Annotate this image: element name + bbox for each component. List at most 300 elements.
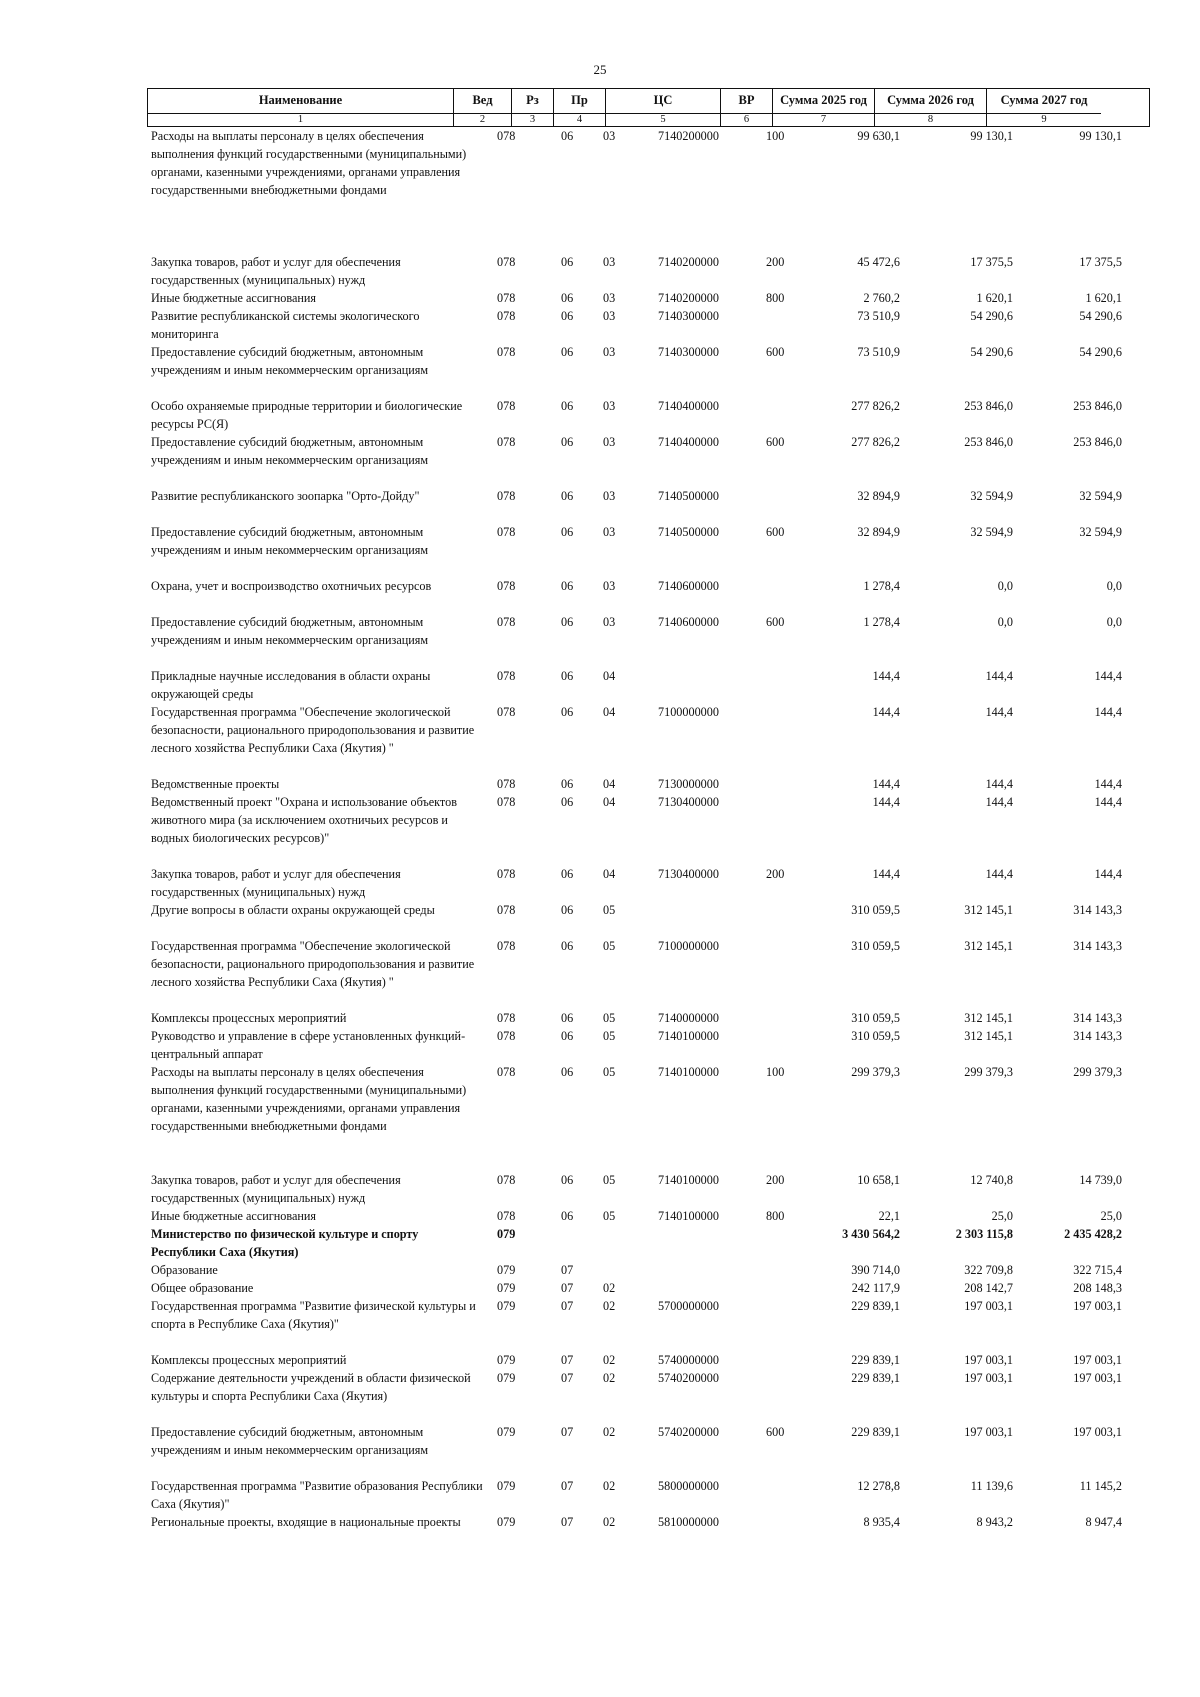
row-ved: 078 [497,525,516,539]
column-title: Сумма 2025 год [780,93,867,107]
row-rz: 06 [561,705,574,719]
row-cs: 7140100000 [658,1173,719,1187]
table-row [147,1423,1150,1477]
row-rz: 06 [561,939,574,953]
table-row [147,343,1150,397]
row-sum-2027: 32 594,9 [1079,525,1122,539]
table-row [147,1477,1150,1513]
row-cs: 7130400000 [658,867,719,881]
row-ved: 078 [497,435,516,449]
row-sum-2025: 32 894,9 [857,489,900,503]
row-name: Предоставление субсидий бюджетным, автономным учреждениям и иным некоммерческим организациям [151,525,429,557]
row-sum-2027: 8 947,4 [1085,1515,1122,1529]
table-row [147,937,1150,1009]
table-row [147,1279,1150,1297]
row-pr: 05 [603,939,616,953]
row-cs: 7140500000 [658,489,719,503]
row-sum-2027: 299 379,3 [1073,1065,1122,1079]
row-vr: 600 [766,1425,785,1439]
row-name: Министерство по физической культуре и спорту Республики Саха (Якутия) [151,1227,419,1259]
row-sum-2026: 32 594,9 [970,489,1013,503]
row-ved: 078 [497,867,516,881]
row-rz: 06 [561,345,574,359]
row-vr: 100 [766,129,785,143]
table-row [147,1027,1150,1063]
row-vr [750,775,802,793]
row-sum-2027: 99 130,1 [1079,129,1122,143]
row-sum-2025: 277 826,2 [851,435,900,449]
column-header [148,89,454,126]
row-sum-2025: 310 059,5 [851,1029,900,1043]
row-rz: 06 [561,525,574,539]
row-vr [750,937,802,1009]
row-cs: 7140100000 [658,1209,719,1223]
row-ved: 078 [497,579,516,593]
row-ved: 078 [497,903,516,917]
row-vr: 200 [766,867,785,881]
row-sum-2026: 144,4 [985,669,1013,683]
row-ved: 078 [497,1209,516,1223]
row-sum-2025: 73 510,9 [857,345,900,359]
row-sum-2027: 314 143,3 [1073,1011,1122,1025]
row-sum-2026: 12 740,8 [970,1173,1013,1187]
table-row [147,865,1150,901]
row-ved: 078 [497,1029,516,1043]
row-name: Государственная программа "Развитие образования Республики Саха (Якутия)" [151,1479,483,1511]
row-ved: 079 [497,1353,516,1367]
table-row [147,523,1150,577]
row-vr [750,1369,802,1423]
table-row [147,1009,1150,1027]
row-ved: 078 [497,345,516,359]
row-rz: 07 [561,1371,574,1385]
table-row [147,127,1150,253]
row-pr [583,1261,635,1279]
row-name: Иные бюджетные ассигнования [151,291,317,305]
row-sum-2025: 144,4 [872,867,900,881]
row-cs: 5810000000 [658,1515,719,1529]
column-header [987,89,1101,126]
row-vr: 600 [766,525,785,539]
table-header [147,88,1150,127]
row-ved: 078 [497,1173,516,1187]
row-cs [635,1225,750,1261]
table-row [147,253,1150,289]
row-sum-2026: 197 003,1 [964,1353,1013,1367]
row-sum-2025: 3 430 564,2 [842,1227,900,1241]
row-sum-2026: 2 303 115,8 [955,1227,1013,1241]
row-name: Предоставление субсидий бюджетным, автономным учреждениям и иным некоммерческим организациям [151,345,429,377]
row-rz: 06 [561,255,574,269]
row-pr: 03 [603,489,616,503]
table-row [147,793,1150,865]
row-sum-2026: 54 290,6 [970,309,1013,323]
row-ved: 079 [497,1299,516,1313]
row-sum-2026: 1 620,1 [976,291,1013,305]
table-row [147,775,1150,793]
row-sum-2026: 144,4 [985,867,1013,881]
row-name: Государственная программа "Развитие физической культуры и спорта в Республике Саха (Якутия)" [151,1299,476,1331]
row-sum-2026: 299 379,3 [964,1065,1013,1079]
row-name: Государственная программа "Обеспечение экологической безопасности, рационального природопользования и развитие лесного хозяйства Республики Саха (Якутия) " [151,705,475,755]
row-name: Государственная программа "Обеспечение экологической безопасности, рационального природопользования и развитие лесного хозяйства Республики Саха (Якутия) " [151,939,475,989]
row-cs: 7140000000 [658,1011,719,1025]
row-rz: 06 [561,1011,574,1025]
row-rz: 06 [561,795,574,809]
column-header [512,89,554,126]
row-vr [750,793,802,865]
row-sum-2027: 197 003,1 [1073,1371,1122,1385]
row-vr [750,1261,802,1279]
row-pr: 03 [603,129,616,143]
row-name: Иные бюджетные ассигнования [151,1209,317,1223]
row-sum-2027: 2 435 428,2 [1064,1227,1122,1241]
row-rz: 06 [561,129,574,143]
row-sum-2027: 322 715,4 [1073,1263,1122,1277]
column-number: 1 [148,113,453,126]
row-rz: 07 [561,1353,574,1367]
row-sum-2027: 11 145,2 [1079,1479,1122,1493]
table-row [147,1297,1150,1351]
row-ved: 078 [497,489,516,503]
row-sum-2027: 144,4 [1094,867,1122,881]
row-pr: 03 [603,615,616,629]
row-ved: 078 [497,291,516,305]
row-rz: 06 [561,1173,574,1187]
row-cs: 7140100000 [658,1029,719,1043]
row-sum-2025: 99 630,1 [857,129,900,143]
row-sum-2027: 314 143,3 [1073,939,1122,953]
row-name: Другие вопросы в области охраны окружающей среды [151,903,435,917]
row-sum-2027: 208 148,3 [1073,1281,1122,1295]
row-sum-2027: 144,4 [1094,777,1122,791]
row-rz: 06 [561,435,574,449]
row-cs: 7140600000 [658,615,719,629]
row-pr: 05 [603,1209,616,1223]
column-number: 9 [987,113,1101,126]
row-name: Расходы на выплаты персоналу в целях обеспечения выполнения функций государственными (муниципальными) органами, казенными учреждениями, органами управления государственными внебюджетными фондами [151,1065,467,1133]
table-row [147,1261,1150,1279]
row-sum-2025: 1 278,4 [863,579,900,593]
column-header [773,89,875,126]
row-sum-2026: 11 139,6 [970,1479,1013,1493]
row-sum-2025: 22,1 [878,1209,900,1223]
row-pr: 04 [603,795,616,809]
column-number: 7 [773,113,874,126]
row-sum-2027: 144,4 [1094,795,1122,809]
column-title: Рз [526,93,539,107]
row-rz: 06 [561,291,574,305]
row-rz: 07 [561,1263,574,1277]
row-rz: 07 [561,1425,574,1439]
row-cs: 7140500000 [658,525,719,539]
row-pr: 03 [603,579,616,593]
column-number: 8 [875,113,986,126]
column-header [606,89,721,126]
row-vr: 200 [766,1173,785,1187]
row-ved: 078 [497,615,516,629]
row-rz: 06 [561,489,574,503]
row-rz: 06 [561,399,574,413]
row-sum-2026: 253 846,0 [964,435,1013,449]
column-number: 2 [454,113,511,126]
row-rz: 06 [561,1209,574,1223]
column-header [721,89,773,126]
table-row [147,703,1150,775]
row-pr: 03 [603,525,616,539]
row-pr [583,1225,635,1261]
row-sum-2027: 197 003,1 [1073,1353,1122,1367]
row-ved: 078 [497,255,516,269]
row-sum-2026: 8 943,2 [976,1515,1013,1529]
row-sum-2026: 144,4 [985,705,1013,719]
row-name: Развитие республиканского зоопарка "Орто-Дойду" [151,489,420,503]
row-vr [750,1027,802,1063]
row-name: Расходы на выплаты персоналу в целях обеспечения выполнения функций государственными (муниципальными) органами, казенными учреждениями, органами управления государственными внебюджетными фондами [151,129,467,197]
row-sum-2026: 25,0 [991,1209,1013,1223]
row-name: Закупка товаров, работ и услуг для обеспечения государственных (муниципальных) нужд [151,1173,401,1205]
row-ved: 078 [497,399,516,413]
row-vr: 600 [766,435,785,449]
row-sum-2025: 310 059,5 [851,1011,900,1025]
table-row [147,487,1150,523]
row-sum-2025: 12 278,8 [857,1479,900,1493]
row-ved: 078 [497,777,516,791]
row-name: Комплексы процессных мероприятий [151,1353,347,1367]
row-sum-2025: 144,4 [872,705,900,719]
row-pr: 05 [603,1011,616,1025]
column-header [454,89,512,126]
row-vr [750,1513,802,1549]
row-sum-2027: 54 290,6 [1079,345,1122,359]
row-vr: 200 [766,255,785,269]
column-title: Сумма 2026 год [887,93,974,107]
table-row [147,397,1150,433]
row-ved: 079 [497,1515,516,1529]
row-sum-2026: 144,4 [985,777,1013,791]
row-cs: 7100000000 [658,939,719,953]
row-sum-2027: 144,4 [1094,705,1122,719]
row-sum-2026: 0,0 [997,615,1013,629]
row-ved: 078 [497,1011,516,1025]
row-pr: 04 [603,777,616,791]
row-sum-2027: 0,0 [1106,579,1122,593]
row-pr: 02 [603,1479,616,1493]
row-cs: 7140200000 [658,255,719,269]
row-pr: 05 [603,1065,616,1079]
row-sum-2025: 229 839,1 [851,1353,900,1367]
row-name: Закупка товаров, работ и услуг для обеспечения государственных (муниципальных) нужд [151,867,401,899]
row-vr: 800 [766,1209,785,1223]
row-pr: 03 [603,399,616,413]
row-pr: 05 [603,903,616,917]
row-sum-2025: 32 894,9 [857,525,900,539]
table-row [147,433,1150,487]
row-cs: 5740000000 [658,1353,719,1367]
table-row [147,667,1150,703]
table-row [147,1513,1150,1549]
row-sum-2025: 229 839,1 [851,1299,900,1313]
column-title: Сумма 2027 год [1000,93,1088,107]
row-rz: 06 [561,903,574,917]
row-rz [541,1225,583,1261]
row-rz: 07 [561,1515,574,1529]
row-rz: 06 [561,309,574,323]
row-pr: 03 [603,309,616,323]
row-sum-2025: 299 379,3 [851,1065,900,1079]
column-number: 6 [721,113,772,126]
row-sum-2027: 32 594,9 [1079,489,1122,503]
row-sum-2027: 54 290,6 [1079,309,1122,323]
row-rz: 06 [561,1065,574,1079]
table-row [147,289,1150,307]
table-row [147,577,1150,613]
row-name: Особо охраняемые природные территории и биологические ресурсы РС(Я) [151,399,463,431]
row-pr: 02 [603,1299,616,1313]
row-sum-2027: 14 739,0 [1079,1173,1122,1187]
row-name: Образование [151,1263,218,1277]
column-title: ВР [738,93,755,107]
row-pr: 02 [603,1515,616,1529]
row-sum-2026: 322 709,8 [964,1263,1013,1277]
row-ved: 078 [497,705,516,719]
row-ved: 079 [497,1479,516,1493]
column-title: Пр [571,93,588,107]
row-ved: 079 [497,1227,516,1241]
row-sum-2026: 17 375,5 [970,255,1013,269]
column-number: 3 [512,113,553,126]
row-vr [750,487,802,523]
row-rz: 06 [561,867,574,881]
row-cs: 7130000000 [658,777,719,791]
row-sum-2025: 144,4 [872,669,900,683]
row-ved: 078 [497,309,516,323]
row-vr [750,1225,802,1261]
row-cs: 7100000000 [658,705,719,719]
row-cs [635,901,750,937]
row-sum-2026: 253 846,0 [964,399,1013,413]
row-name: Региональные проекты, входящие в национальные проекты [151,1515,461,1529]
row-sum-2025: 1 278,4 [863,615,900,629]
row-name: Развитие республиканской системы экологического мониторинга [151,309,420,341]
row-vr: 100 [766,1065,785,1079]
row-sum-2026: 32 594,9 [970,525,1013,539]
row-vr: 600 [766,615,785,629]
row-sum-2026: 144,4 [985,795,1013,809]
row-rz: 06 [561,777,574,791]
row-sum-2027: 253 846,0 [1073,399,1122,413]
row-vr [750,397,802,433]
row-rz: 06 [561,1029,574,1043]
column-header [554,89,606,126]
column-header [875,89,987,126]
table-row [147,1063,1150,1171]
row-pr: 02 [603,1371,616,1385]
row-cs [635,667,750,703]
row-rz: 07 [561,1281,574,1295]
row-sum-2027: 253 846,0 [1073,435,1122,449]
row-sum-2027: 197 003,1 [1073,1425,1122,1439]
row-name: Ведомственный проект "Охрана и использование объектов животного мира (за исключением охотничьих ресурсов и водных биологических ресурсов)" [151,795,457,845]
row-name: Предоставление субсидий бюджетным, автономным учреждениям и иным некоммерческим организациям [151,615,429,647]
row-sum-2026: 312 145,1 [964,1011,1013,1025]
row-sum-2026: 197 003,1 [964,1371,1013,1385]
row-sum-2026: 54 290,6 [970,345,1013,359]
row-sum-2025: 310 059,5 [851,903,900,917]
row-rz: 07 [561,1479,574,1493]
row-sum-2025: 144,4 [872,795,900,809]
row-sum-2026: 197 003,1 [964,1425,1013,1439]
row-name: Закупка товаров, работ и услуг для обеспечения государственных (муниципальных) нужд [151,255,401,287]
row-sum-2025: 10 658,1 [857,1173,900,1187]
row-ved: 078 [497,795,516,809]
row-name: Комплексы процессных мероприятий [151,1011,347,1025]
row-pr: 03 [603,435,616,449]
row-rz: 07 [561,1299,574,1313]
row-vr [750,1477,802,1513]
table-row [147,1207,1150,1225]
table-row [147,1351,1150,1369]
row-pr: 03 [603,291,616,305]
row-vr [750,901,802,937]
row-ved: 078 [497,939,516,953]
row-cs: 7140300000 [658,345,719,359]
row-vr: 600 [766,345,785,359]
row-sum-2027: 25,0 [1100,1209,1122,1223]
row-pr: 03 [603,345,616,359]
row-sum-2025: 144,4 [872,777,900,791]
row-pr: 03 [603,255,616,269]
budget-table-body [147,127,1150,1549]
row-cs: 7130400000 [658,795,719,809]
row-pr: 02 [603,1281,616,1295]
row-name: Руководство и управление в сфере установленных функций-центральный аппарат [151,1029,466,1061]
page-number: 25 [593,62,607,77]
row-sum-2026: 312 145,1 [964,1029,1013,1043]
row-sum-2025: 390 714,0 [851,1263,900,1277]
row-vr [750,667,802,703]
row-ved: 079 [497,1371,516,1385]
row-ved: 079 [497,1263,516,1277]
row-ved: 078 [497,129,516,143]
row-ved: 079 [497,1281,516,1295]
row-sum-2026: 197 003,1 [964,1299,1013,1313]
row-sum-2026: 312 145,1 [964,939,1013,953]
row-pr: 04 [603,669,616,683]
row-vr [750,577,802,613]
row-sum-2025: 277 826,2 [851,399,900,413]
row-sum-2027: 17 375,5 [1079,255,1122,269]
row-name: Предоставление субсидий бюджетным, автономным учреждениям и иным некоммерческим организациям [151,1425,429,1457]
row-pr: 05 [603,1029,616,1043]
row-sum-2027: 314 143,3 [1073,1029,1122,1043]
table-row [147,307,1150,343]
row-name: Ведомственные проекты [151,777,280,791]
row-sum-2027: 0,0 [1106,615,1122,629]
row-sum-2025: 8 935,4 [863,1515,900,1529]
row-rz: 06 [561,669,574,683]
row-cs: 5740200000 [658,1371,719,1385]
row-vr [750,307,802,343]
row-cs: 5700000000 [658,1299,719,1313]
row-name: Прикладные научные исследования в области охраны окружающей среды [151,669,431,701]
row-vr [750,703,802,775]
column-number: 4 [554,113,605,126]
row-rz: 06 [561,579,574,593]
row-cs: 7140400000 [658,399,719,413]
row-cs: 7140400000 [658,435,719,449]
row-name: Охрана, учет и воспроизводство охотничьих ресурсов [151,579,432,593]
